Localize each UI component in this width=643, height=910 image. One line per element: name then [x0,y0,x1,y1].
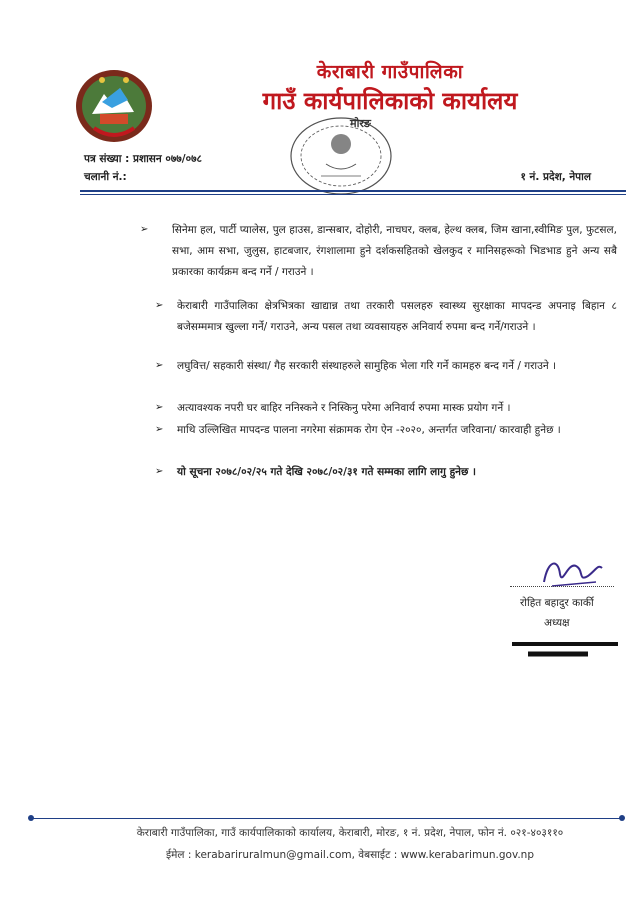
footer-address: केराबारी गाउँपालिका, गाउँ कार्यपालिकाको कार्यालय, केराबारी, मोरङ, १ नं. प्रदेश, नेपाल, फोन नं. ०२१-४०३११० [136,827,564,839]
signatory-name: रोहित बहादुर कार्की [520,597,594,609]
name-stamp [508,634,622,662]
footer-dot-right [619,815,625,821]
office-name: केराबारी गाउँपालिका [316,61,464,83]
signature-line [510,586,614,587]
signatory-role: अध्यक्ष [544,617,570,629]
point-item: यो सूचना २०७८/०२/२५ गते देखि २०७८/०२/३१ गते सम्मका लागि लागु हुनेछ । [177,466,476,478]
point-item: अत्यावश्यक नपरी घर बाहिर ननिस्कने र निस्किनु परेमा अनिवार्य रुपमा मास्क प्रयोग गर्ने । [177,402,511,414]
dispatch-number: चलानी नं.: [84,171,127,183]
arrow-bullet-icon: ➢ [155,360,164,371]
office-title: गाउँ कार्यपालिकाको कार्यालय [262,87,518,115]
footer-contact: ईमेल : kerabariruralmun@gmail.com, वेबसाईट : www.kerabarimun.gov.np [165,849,534,861]
arrow-bullet-icon: ➢ [155,402,164,413]
arrow-bullet-icon: ➢ [155,424,164,435]
intro-paragraph: सिनेमा हल, पार्टी प्यालेस, पुल हाउस, डान्सबार, दोहोरी, नाचघर, क्लब, हेल्थ क्लब, जिम खाना,स्वीमिङ पुल, फुटसल, सभा, आम सभा, जुलुस, हाटबजार, रंगशालामा हुने दर्शकसहितको खेलकुद र मानिसहरूको भिडभाड हुने अन्य सबै प्रकारका कार्यक्रम बन्द गर्ने / गराउने । [172,224,617,278]
point-item: केराबारी गाउँपालिका क्षेत्रभित्रका खाद्यान्न तथा तरकारी पसलहरु स्वास्थ्य सुरक्षाका मापदन्ड अपनाइ बिहान ८ बजेसम्ममात्र खुल्ला गर्ने/ गराउने, अन्य पसल तथा व्यवसायहरु अनिवार्य रुपमा बन्द गर्ने/गराउने । [177,300,617,333]
arrow-bullet-icon: ➢ [155,466,164,477]
point-item: लघुवित्त/ सहकारी संस्था/ गैह सरकारी संस्थाहरुले सामुहिक भेला गरि गर्ने कामहरु बन्द गर्ने / गराउने । [177,360,557,372]
arrow-bullet-icon: ➢ [155,300,164,311]
point-item: माथि उल्लिखित मापदन्ड पालना नगरेमा संक्रामक रोग ऐन -२०२०, अन्तर्गत जरिवाना/ कारवाही हुनेछ । [177,424,561,436]
province-label: १ नं. प्रदेश, नेपाल [520,171,591,183]
arrow-bullet-icon: ➢ [140,224,149,235]
office-place: मोरङ [350,117,371,130]
footer-rule [32,818,622,819]
reference-number: पत्र संख्या : प्रशासन ०७७/०७८ [84,153,202,165]
